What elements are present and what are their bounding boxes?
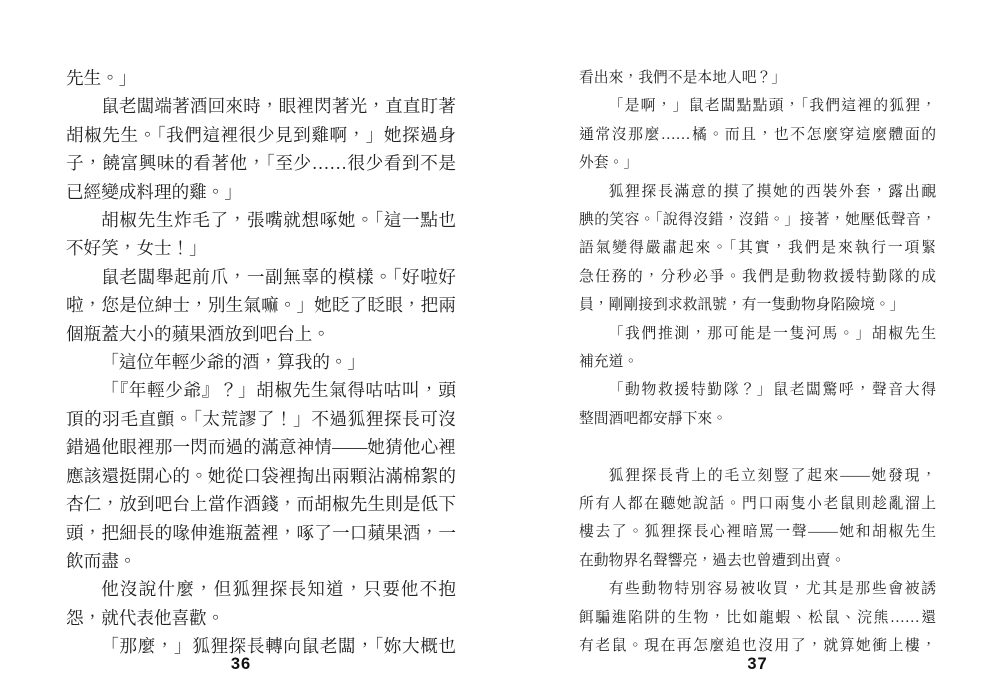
text-line: 先生。」 (66, 68, 137, 88)
text-line: 個瓶蓋大小的蘋果酒放到吧台上。 (66, 323, 330, 344)
text-line: 杏仁，放到吧台上當作酒錢，而胡椒先生則是低下 (66, 494, 456, 515)
paragraph (579, 575, 936, 660)
paragraph (579, 376, 936, 433)
text-line: 在動物界名聲響亮，過去也曾遭到出賣。 (579, 552, 846, 569)
paragraph (66, 348, 456, 376)
page-right-text (579, 64, 936, 661)
text-line: 胡椒先生。「我們這裡很少見到雞啊，」她探過身 (66, 124, 456, 145)
text-line: 「『年輕少爺』？」胡椒先生氣得咕咕叫，頭 (101, 380, 456, 401)
text-line: 鼠老闆舉起前爪，一副無辜的模樣。「好啦好 (101, 266, 456, 287)
text-line: 所有人都在聽她說話。門口兩隻小老鼠則趁亂溜上 (579, 496, 936, 513)
text-line: 「這位年輕少爺的酒，算我的。」 (101, 352, 366, 373)
text-line: 整間酒吧都安靜下來。 (579, 410, 727, 427)
text-line: 「那麼，」狐狸探長轉向鼠老闆，「妳大概也 (101, 636, 456, 657)
paragraph (66, 575, 456, 632)
text-line: 看出來，我們不是本地人吧？」 (579, 70, 787, 86)
text-line: 怨，就代表他喜歡。 (66, 607, 225, 628)
paragraph (579, 92, 936, 177)
text-line: 狐狸探長滿意的摸了摸她的西裝外套，露出靦 (608, 183, 936, 200)
text-line: 有些動物特別容易被收買，尤其是那些會被誘 (608, 581, 936, 598)
text-line: 鼠老闆端著酒回來時，眼裡閃著光，直直盯著 (101, 96, 456, 117)
text-line: 子，饒富興味的看著他，「至少……很少看到不是 (66, 153, 456, 174)
text-line: 錯過他眼裡那一閃而過的滿意神情——她猜他心裡 (66, 437, 456, 458)
text-line: 頂的羽毛直顫。「太荒謬了！」不過狐狸探長可沒 (66, 408, 456, 429)
paragraph (66, 206, 456, 263)
paragraph (66, 64, 456, 92)
text-line: 應該還挺開心的。她從口袋裡掏出兩顆沾滿棉絮的 (66, 465, 456, 486)
text-line: 語氣變得嚴肅起來。「其實，我們是來執行一項緊 (579, 240, 936, 257)
page-left-text (66, 64, 456, 661)
text-line: 餌騙進陷阱的生物，比如龍蝦、松鼠、浣熊……還 (579, 609, 936, 626)
paragraph (579, 64, 936, 92)
paragraph (66, 376, 456, 575)
text-line: 「我們推測，那可能是一隻河馬。」胡椒先生 (608, 325, 936, 342)
text-line: 胡椒先生炸毛了，張嘴就想啄她。「這一點也 (101, 210, 456, 231)
page-number-right: 37 (747, 655, 768, 673)
text-line: 飲而盡。 (66, 550, 137, 571)
text-line: 「動物救援特勤隊？」鼠老闆驚呼，聲音大得 (608, 382, 936, 399)
paragraph (579, 178, 936, 320)
text-line: 急任務的，分秒必爭。我們是動物救援特勤隊的成 (579, 268, 936, 285)
text-line: 頭，把細長的喙伸進瓶蓋裡，啄了一口蘋果酒，一 (66, 522, 456, 543)
text-line: 不好笑，女士！」 (66, 238, 207, 259)
text-line: 樓去了。狐狸探長心裡暗罵一聲——她和胡椒先生 (579, 524, 936, 541)
paragraph (66, 263, 456, 348)
paragraph (579, 320, 936, 377)
text-line: 通常沒那麼……橘。而且，也不怎麼穿這麼體面的 (579, 126, 936, 143)
text-line: 腆的笑容。「說得沒錯，沒錯。」接著，她壓低聲音， (579, 212, 936, 229)
paragraph (66, 92, 456, 206)
text-line: 他沒說什麼，但狐狸探長知道，只要他不抱 (101, 579, 456, 600)
text-line: 已經變成料理的雞。」 (66, 181, 242, 202)
text-line: 狐狸探長背上的毛立刻豎了起來——她發現， (608, 467, 936, 484)
text-line: 「是啊，」鼠老闆點點頭，「我們這裡的狐狸， (608, 98, 936, 115)
text-line: 員，剛剛接到求救訊號，有一隻動物身陷險境。」 (579, 297, 905, 314)
text-line: 補充道。 (579, 354, 639, 371)
text-line: 外套。」 (579, 155, 639, 172)
paragraph (579, 462, 936, 576)
scene-break (579, 433, 936, 461)
text-line: 啦，您是位紳士，別生氣嘛。」她眨了眨眼，把兩 (66, 295, 456, 316)
text-line: 有老鼠。現在再怎麼追也沒用了，就算她衝上樓， (579, 638, 936, 655)
page-number-left: 36 (230, 655, 252, 673)
